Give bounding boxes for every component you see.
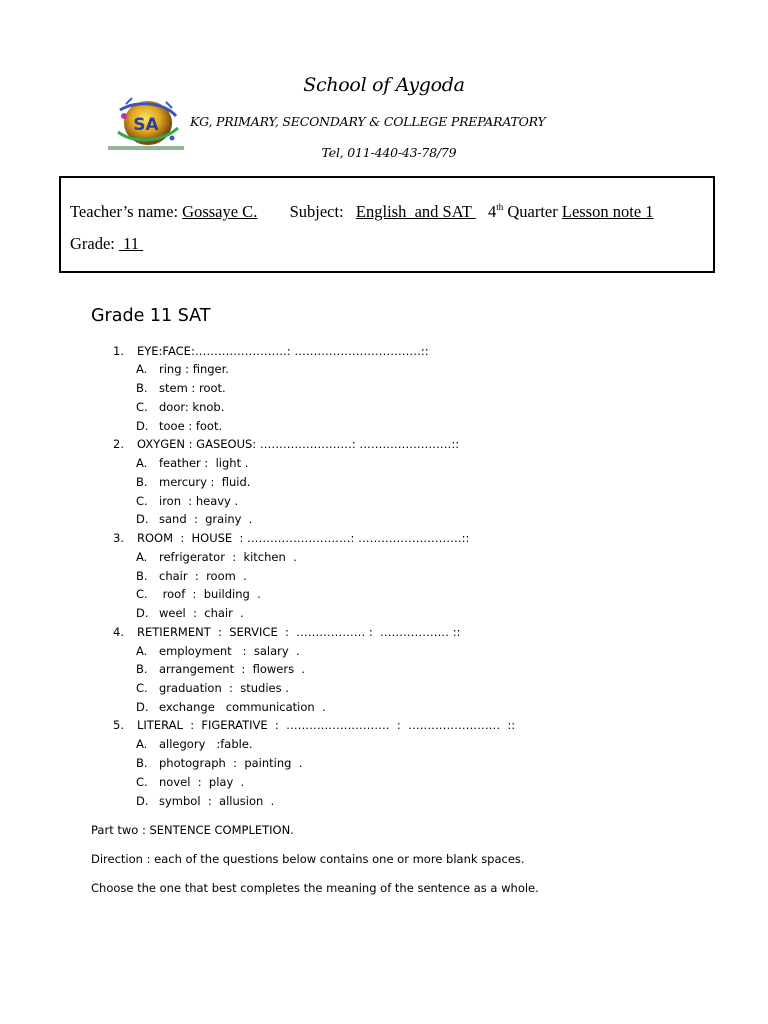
teacher-name: Gossaye C. (182, 202, 258, 221)
option-item: D. sand : grainy . (136, 512, 253, 526)
subject-label: Subject: (289, 202, 344, 221)
lesson-info-box (59, 176, 715, 273)
info-line-teacher (70, 202, 654, 222)
option-item: B. stem : root. (136, 381, 226, 395)
instruction-text: Choose the one that best completes the meaning of the sentence as a whole. (91, 881, 539, 895)
option-item: D. tooe : foot. (136, 419, 223, 433)
grade-value: 11 (119, 234, 144, 253)
option-item: A. allegory :fable. (136, 737, 253, 751)
option-item: B. photograph : painting . (136, 756, 303, 770)
section-title: Grade 11 SAT (91, 306, 211, 326)
teacher-label: Teacher’s name: (70, 202, 179, 221)
option-item: D. symbol : allusion . (136, 794, 275, 808)
option-item: A. refrigerator : kitchen . (136, 550, 297, 564)
question-stem: 1. EYE:FACE:……………………: ……………………………:: (113, 344, 429, 358)
question-stem: 4. RETIERMENT : SERVICE : ……………… : ……………… :: (113, 625, 461, 639)
school-levels: KG, PRIMARY, SECONDARY & COLLEGE PREPARATORY (190, 114, 546, 129)
school-telephone: Tel, 011-440-43-78/79 (321, 145, 457, 160)
direction-text: Direction : each of the questions below contains one or more blank spaces. (91, 852, 525, 866)
option-item: B. arrangement : flowers . (136, 662, 306, 676)
grade-label: Grade: (70, 234, 115, 253)
question-stem: 5. LITERAL : FIGERATIVE : ……………………… : …………………… :: (113, 718, 516, 732)
option-item: A. ring : finger. (136, 362, 229, 376)
subject-value: English and SAT (355, 202, 476, 221)
option-item: C. roof : building . (136, 587, 261, 601)
school-name: School of Aygoda (303, 74, 465, 96)
option-item: C. graduation : studies . (136, 681, 289, 695)
quarter-suffix: th (496, 202, 504, 212)
option-item: C. novel : play . (136, 775, 245, 789)
option-item: A. feather : light . (136, 456, 249, 470)
part-two-heading: Part two : SENTENCE COMPLETION. (91, 823, 294, 837)
option-item: B. chair : room . (136, 569, 247, 583)
option-item: D. weel : chair . (136, 606, 244, 620)
option-item: D. exchange communication . (136, 700, 326, 714)
option-item: B. mercury : fluid. (136, 475, 251, 489)
svg-text:SA: SA (133, 115, 159, 135)
question-stem: 3. ROOM : HOUSE : ………………………: ………………………:: (113, 531, 470, 545)
info-line-grade (70, 234, 143, 254)
quarter-number: 4 (487, 202, 497, 221)
lesson-note: Lesson note 1 (561, 202, 654, 221)
option-item: C. iron : heavy . (136, 494, 239, 508)
question-stem: 2. OXYGEN : GASEOUS: ……………………: ……………………:: (113, 437, 460, 451)
option-item: A. employment : salary . (136, 644, 300, 658)
option-item: C. door: knob. (136, 400, 225, 414)
quarter-label: Quarter (507, 202, 558, 221)
